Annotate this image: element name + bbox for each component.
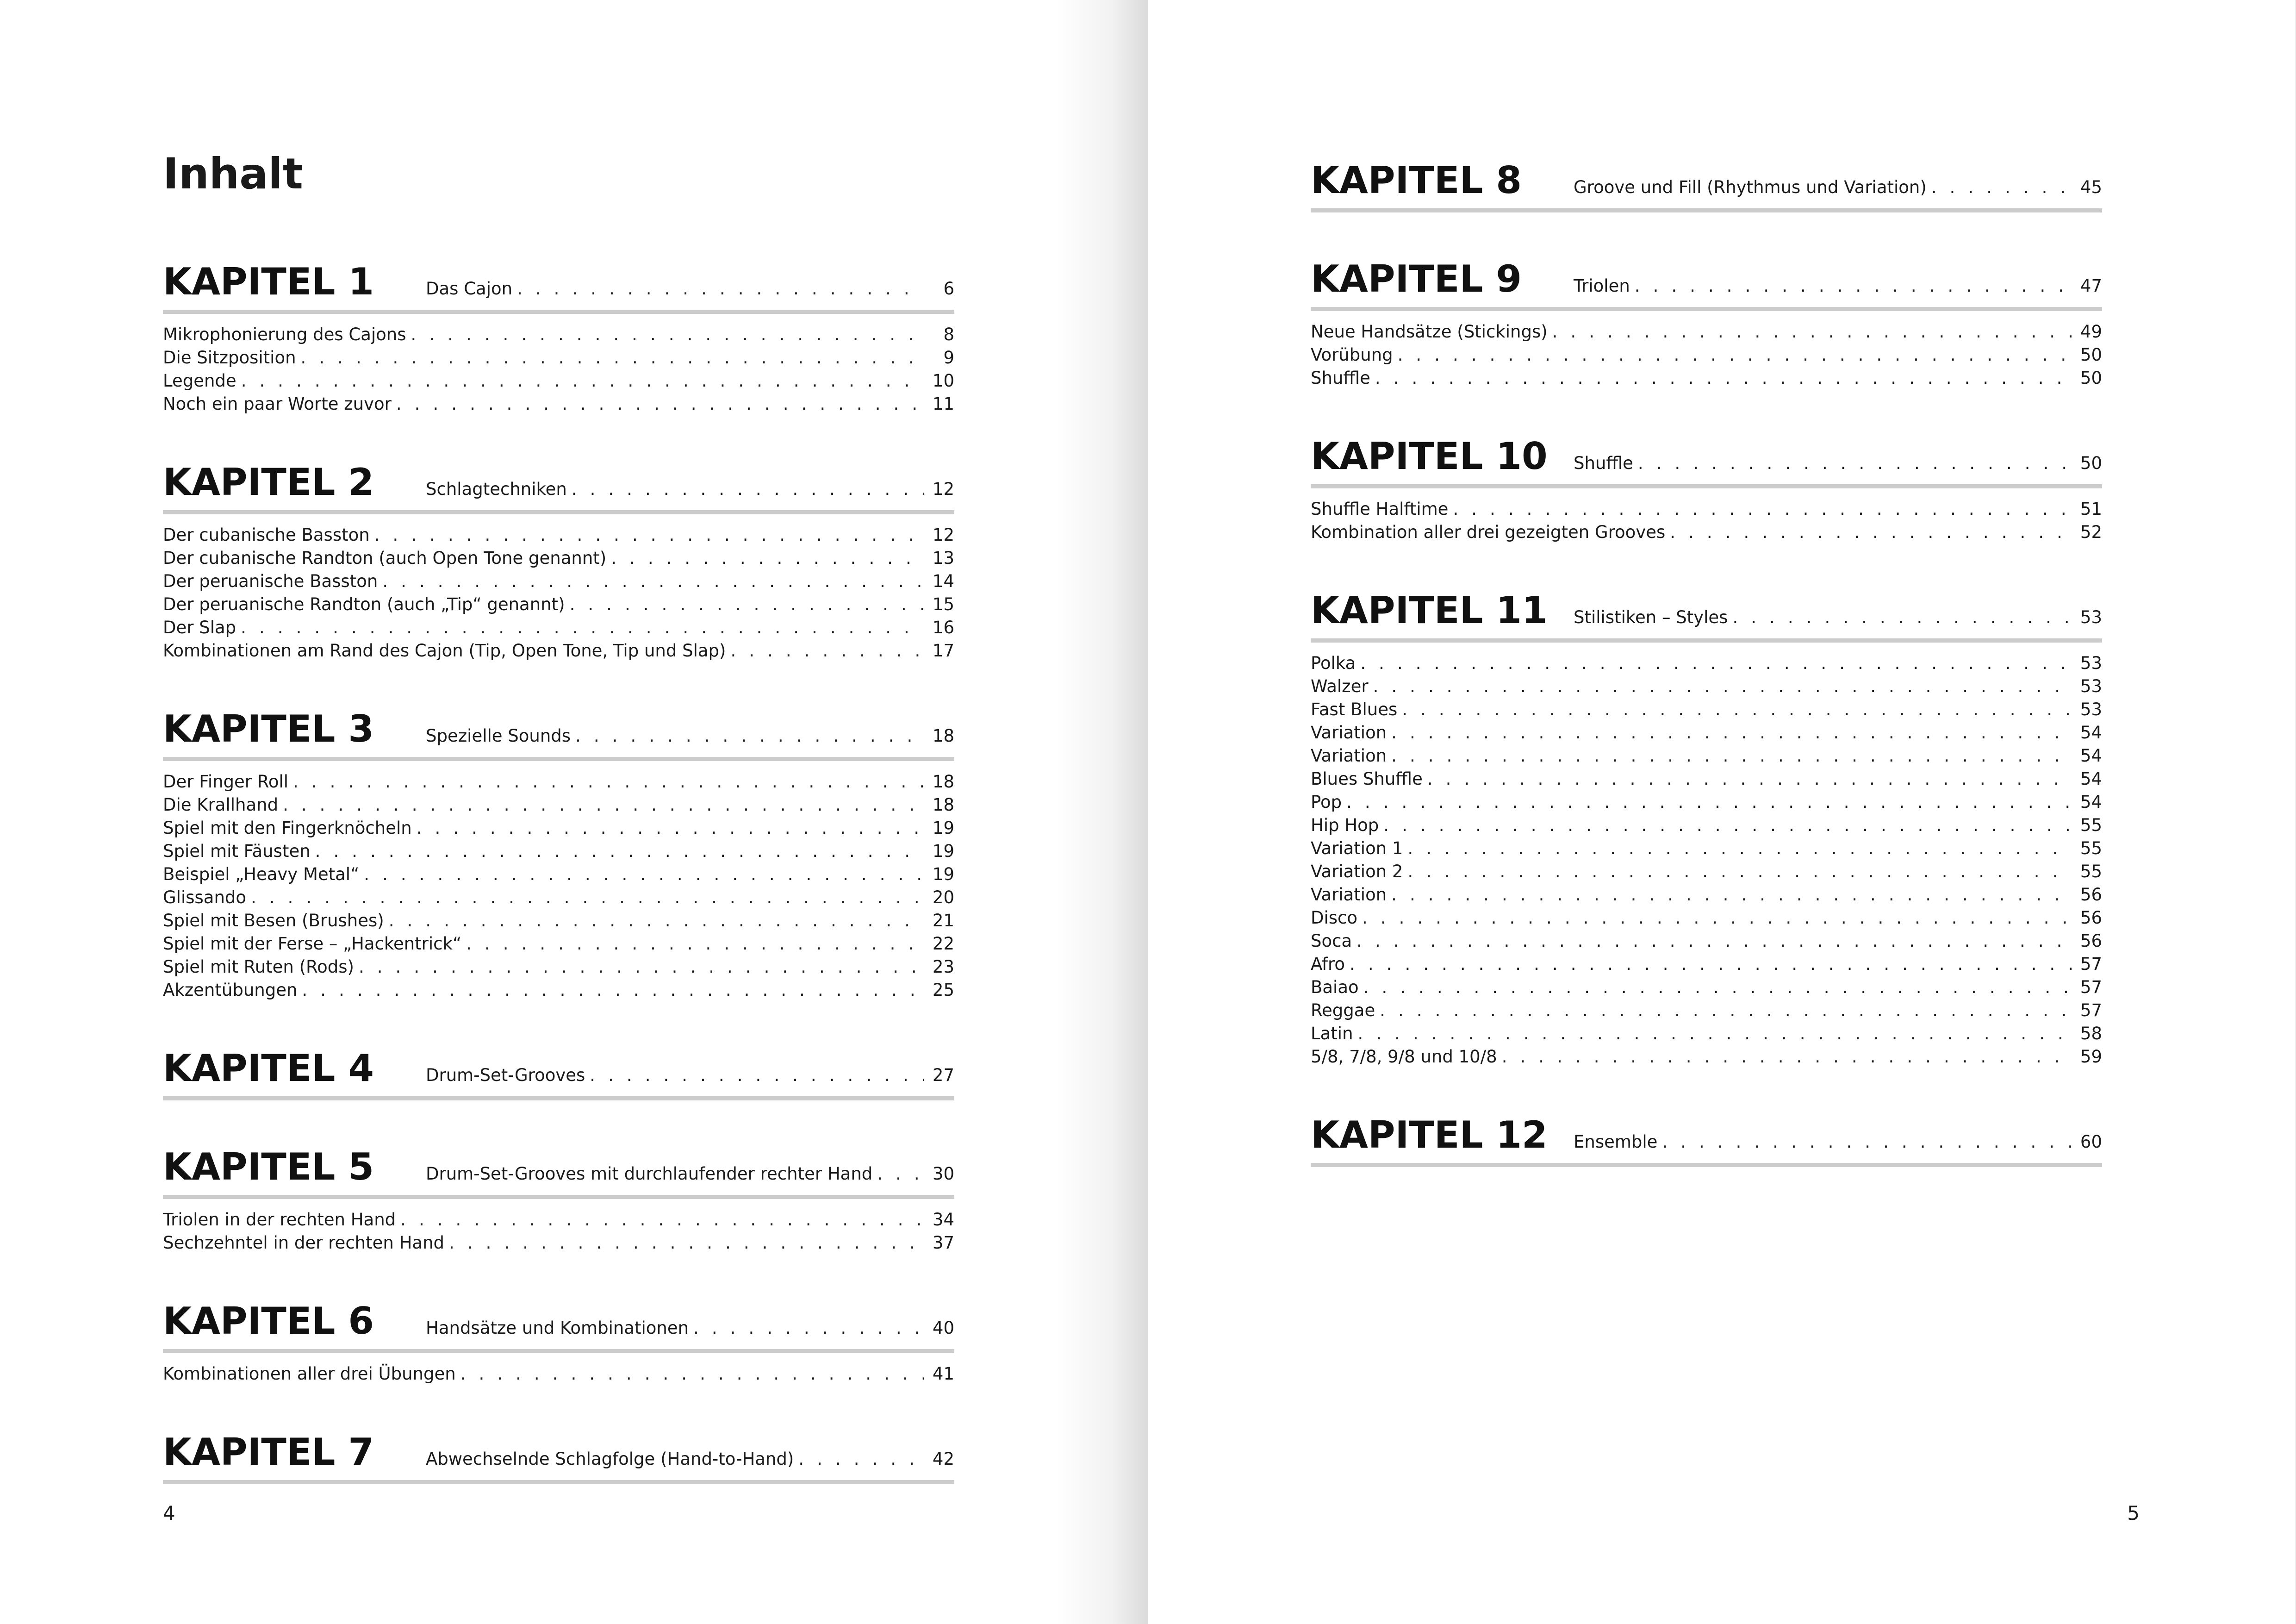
dot-leader [1407,863,2072,880]
toc-entry [1311,675,2102,698]
chapter-title-row [426,1449,954,1469]
dot-leader [1662,1133,2072,1150]
toc-entry [1311,837,2102,860]
chapter-title-row [1574,607,2102,627]
chapter-section [163,707,954,1002]
chapter-title: Groove und Fill (Rhythmus und Variation) [1574,177,1927,197]
toc-entry [163,593,954,616]
entry-title: Fast Blues [1311,700,1398,719]
chapter-title-row [1574,276,2102,296]
entry-page-number: 56 [2080,931,2102,951]
entry-title: Der Finger Roll [163,772,289,792]
toc-entry [1311,498,2102,521]
toc-entry-list [163,1208,954,1255]
toc-entry-list [1311,652,2102,1068]
chapter-section [163,1047,954,1100]
entry-title: Afro [1311,954,1345,974]
entry-page-number: 17 [932,641,954,661]
toc-entry [1311,744,2102,768]
entry-title: Der Slap [163,618,236,637]
entry-page-number: 52 [2080,522,2102,542]
chapter-title: Drum-Set-Grooves mit durchlaufender rechter Hand [426,1164,873,1184]
chapter-title: Handsätze und Kombinationen [426,1318,689,1338]
chapter-heading [163,1047,954,1100]
chapter-heading [163,1299,954,1353]
toc-entry [163,979,954,1002]
entry-title: Variation [1311,746,1387,766]
entry-page-number: 37 [932,1233,954,1253]
dot-leader [283,796,924,813]
entry-title: Die Krallhand [163,795,279,815]
toc-entry [1311,367,2102,390]
entry-title: Spiel mit den Fingerknöcheln [163,818,412,838]
toc-entry [163,639,954,662]
dot-leader [417,819,924,837]
chapter-label: KAPITEL 11 [1311,589,1548,632]
entry-page-number: 56 [2080,908,2102,928]
entry-title: Kombinationen am Rand des Cajon (Tip, Open Tone, Tip und Slap) [163,641,726,661]
chapter-label: KAPITEL 3 [163,707,374,750]
chapter-heading [1311,589,2102,643]
dot-leader [693,1319,924,1337]
entry-page-number: 57 [2080,954,2102,974]
dot-leader [1362,909,2072,926]
chapter-title-row [1574,177,2102,197]
toc-entry [163,793,954,817]
gutter-shadow-left [1055,0,1148,1624]
entry-title: Variation [1311,885,1387,905]
entry-page-number: 23 [932,957,954,977]
chapter-page-number: 53 [2080,607,2102,627]
entry-title: Der cubanische Randton (auch Open Tone genannt) [163,548,607,568]
dot-leader [382,573,924,590]
entry-title: Polka [1311,653,1356,673]
dot-leader [241,619,924,636]
dot-leader [1356,932,2072,949]
entry-page-number: 18 [932,772,954,792]
dot-leader [1363,979,2072,996]
chapter-section [1311,1113,2102,1167]
entry-title: Triolen in der rechten Hand [163,1210,396,1230]
entry-title: Der peruanische Randton (auch „Tip“ genannt) [163,594,565,614]
toc-entry [1311,999,2102,1022]
entry-page-number: 16 [932,618,954,637]
entry-title: Die Sitzposition [163,348,296,368]
entry-page-number: 20 [932,887,954,907]
chapter-section [1311,589,2102,1068]
chapter-label: KAPITEL 1 [163,260,374,303]
entry-title: Kombination aller drei gezeigten Grooves [1311,522,1666,542]
entry-title: Legende [163,371,236,391]
toc-entry [163,840,954,863]
entry-page-number: 19 [932,841,954,861]
entry-title: 5/8, 7/8, 9/8 und 10/8 [1311,1047,1497,1067]
toc-entry [163,346,954,369]
dot-leader [396,395,924,412]
entry-page-number: 57 [2080,1000,2102,1020]
toc-entry-list [163,524,954,662]
entry-title: Soca [1311,931,1352,951]
entry-page-number: 13 [932,548,954,568]
chapter-heading [1311,435,2102,488]
chapter-label: KAPITEL 6 [163,1299,374,1343]
dot-leader [1635,277,2072,294]
entry-page-number: 53 [2080,700,2102,719]
entry-title: Shuffle [1311,368,1370,388]
entry-title: Variation 1 [1311,838,1403,858]
left-page-content [163,149,954,1532]
chapter-label: KAPITEL 7 [163,1430,374,1474]
dot-leader [877,1165,924,1182]
dot-leader [1402,701,2072,718]
chapter-page-number: 18 [932,726,954,746]
entry-title: Blues Shuffle [1311,769,1423,789]
entry-page-number: 55 [2080,815,2102,835]
dot-leader [1350,956,2072,973]
entry-title: Der peruanische Basston [163,571,378,591]
chapter-section [1311,159,2102,212]
dot-leader [572,481,924,498]
toc-entry-list [163,1362,954,1386]
entry-page-number: 55 [2080,862,2102,881]
chapter-page-number: 45 [2080,177,2102,197]
dot-leader [570,596,924,613]
dot-leader [364,866,924,883]
entry-title: Noch ein paar Worte zuvor [163,394,392,414]
dot-leader [1398,346,2072,363]
entry-title: Der cubanische Basston [163,525,370,545]
chapter-section [163,461,954,662]
chapter-section [163,1145,954,1255]
dot-leader [1380,1002,2072,1019]
entry-page-number: 54 [2080,723,2102,743]
chapter-label: KAPITEL 9 [1311,257,1522,300]
entry-page-number: 9 [943,348,954,368]
entry-title: Mikrophonierung des Cajons [163,325,406,344]
toc-entry [163,956,954,979]
toc-entry-list [1311,498,2102,544]
toc-entry [1311,768,2102,791]
dot-leader [449,1234,924,1251]
chapter-section [163,1299,954,1386]
dot-leader [315,843,924,860]
dot-leader [400,1211,924,1228]
chapter-section [1311,257,2102,390]
chapter-heading [163,1430,954,1484]
chapter-section [163,260,954,416]
toc-entry [1311,721,2102,744]
chapter-page-number: 60 [2080,1132,2102,1152]
entry-title: Variation 2 [1311,862,1403,881]
dot-leader [1931,179,2072,196]
dot-leader [1391,747,2072,764]
entry-page-number: 53 [2080,676,2102,696]
entry-page-number: 18 [932,795,954,815]
chapter-heading [163,707,954,761]
toc-entry [163,616,954,639]
entry-page-number: 12 [932,525,954,545]
entry-title: Vorübung [1311,345,1393,365]
chapter-title: Schlagtechniken [426,479,567,499]
entry-title: Spiel mit Besen (Brushes) [163,911,384,931]
toc-entry [1311,652,2102,675]
chapter-label: KAPITEL 12 [1311,1113,1548,1156]
entry-page-number: 54 [2080,746,2102,766]
entry-title: Reggae [1311,1000,1375,1020]
chapter-section [1311,435,2102,544]
toc-entry [1311,976,2102,999]
chapter-page-number: 27 [932,1065,954,1085]
entry-page-number: 57 [2080,977,2102,997]
entry-title: Pop [1311,792,1342,812]
dot-leader [411,326,924,343]
entry-page-number: 50 [2080,368,2102,388]
entry-title: Baiao [1311,977,1359,997]
entry-page-number: 54 [2080,769,2102,789]
chapter-label: KAPITEL 2 [163,461,374,504]
chapter-title-row [1574,1132,2102,1152]
dot-leader [359,958,924,975]
entry-title: Spiel mit Fäusten [163,841,311,861]
entry-page-number: 41 [932,1364,954,1384]
chapter-heading [163,461,954,514]
dot-leader [1383,817,2072,834]
toc-entry [1311,1045,2102,1068]
dot-leader [302,981,924,999]
entry-page-number: 53 [2080,653,2102,673]
entry-page-number: 25 [932,980,954,1000]
dot-leader [1346,793,2072,811]
toc-entry-list [1311,320,2102,390]
chapter-title-row [1574,453,2102,473]
chapter-title: Triolen [1574,276,1630,296]
chapter-title-row [426,1164,954,1184]
toc-heading: Inhalt [163,149,303,199]
chapter-label: KAPITEL 4 [163,1047,374,1090]
toc-entry [163,909,954,932]
dot-leader [1407,840,2072,857]
chapter-title: Abwechselnde Schlagfolge (Hand-to-Hand) [426,1449,794,1469]
chapter-label: KAPITEL 8 [1311,159,1522,202]
dot-leader [611,550,924,567]
chapter-page-number: 6 [943,279,954,299]
dot-leader [1502,1048,2072,1065]
toc-entry [163,393,954,416]
dot-leader [1453,500,2072,518]
chapter-label: KAPITEL 5 [163,1145,374,1188]
chapter-title-row [426,1318,954,1338]
dot-leader [1638,455,2072,472]
dot-leader [517,280,924,297]
dot-leader [301,349,924,366]
dot-leader [1391,886,2072,903]
toc-entry [163,1231,954,1255]
entry-page-number: 51 [2080,499,2102,519]
chapter-title: Drum-Set-Grooves [426,1065,585,1085]
toc-entry [163,932,954,956]
chapter-title: Shuffle [1574,453,1633,473]
entry-page-number: 49 [2080,322,2102,342]
dot-leader [590,1067,924,1084]
entry-page-number: 59 [2080,1047,2102,1067]
dot-leader [466,935,924,952]
toc-entry [1311,344,2102,367]
toc-entry [163,570,954,593]
entry-page-number: 58 [2080,1024,2102,1043]
entry-page-number: 34 [932,1210,954,1230]
toc-entry [1311,791,2102,814]
toc-entry [1311,1022,2102,1045]
toc-entry [163,524,954,547]
dot-leader [389,912,924,929]
toc-entry [163,817,954,840]
entry-title: Sechzehntel in der rechten Hand [163,1233,445,1253]
toc-entry [163,863,954,886]
toc-entry [163,886,954,909]
entry-title: Variation [1311,723,1387,743]
entry-page-number: 15 [932,594,954,614]
toc-entry [163,369,954,393]
entry-page-number: 19 [932,818,954,838]
chapter-heading [163,1145,954,1199]
entry-title: Akzentübungen [163,980,298,1000]
dot-leader [1373,678,2072,695]
entry-title: Spiel mit der Ferse – „Hackentrick“ [163,934,462,954]
entry-page-number: 21 [932,911,954,931]
chapter-section [163,1430,954,1484]
dot-leader [798,1450,924,1468]
entry-title: Kombinationen aller drei Übungen [163,1364,456,1384]
entry-page-number: 54 [2080,792,2102,812]
chapter-title: Stilistiken – Styles [1574,607,1728,627]
chapter-heading [163,260,954,314]
chapter-title: Ensemble [1574,1132,1658,1152]
chapter-heading [1311,1113,2102,1167]
chapter-title: Spezielle Sounds [426,726,571,746]
toc-entry [1311,953,2102,976]
chapter-heading [1311,159,2102,212]
toc-entry [1311,320,2102,344]
chapter-heading [1311,257,2102,311]
chapter-title-row [426,726,954,746]
entry-page-number: 55 [2080,838,2102,858]
chapter-page-number: 50 [2080,453,2102,473]
dot-leader [251,889,924,906]
right-chapter-list [1311,159,2102,1167]
entry-title: Hip Hop [1311,815,1379,835]
chapter-title-row [426,279,954,299]
left-chapter-list [163,260,954,1484]
entry-title: Latin [1311,1024,1353,1043]
dot-leader [730,642,924,659]
toc-entry-list [163,323,954,416]
chapter-title: Das Cajon [426,279,513,299]
dot-leader [1552,323,2072,340]
entry-title: Glissando [163,887,247,907]
toc-entry [1311,814,2102,837]
entry-page-number: 50 [2080,345,2102,365]
chapter-page-number: 40 [932,1318,954,1338]
chapter-label: KAPITEL 10 [1311,435,1548,478]
entry-title: Shuffle Halftime [1311,499,1449,519]
dot-leader [293,773,924,790]
dot-leader [1375,369,2072,387]
toc-entry [1311,698,2102,721]
entry-title: Beispiel „Heavy Metal“ [163,864,360,884]
entry-title: Spiel mit Ruten (Rods) [163,957,354,977]
chapter-title-row [426,1065,954,1085]
entry-page-number: 22 [932,934,954,954]
entry-page-number: 19 [932,864,954,884]
dot-leader [1360,655,2072,672]
dot-leader [1732,609,2072,626]
entry-title: Walzer [1311,676,1369,696]
page-number-right: 5 [2127,1502,2140,1524]
page-number-left: 4 [163,1502,175,1524]
toc-entry [163,770,954,793]
entry-page-number: 14 [932,571,954,591]
entry-title: Neue Handsätze (Stickings) [1311,322,1548,342]
dot-leader [1391,724,2072,741]
entry-title: Disco [1311,908,1358,928]
chapter-title-row [426,479,954,499]
toc-entry-list [163,770,954,1002]
toc-entry [1311,906,2102,930]
dot-leader [374,526,924,543]
entry-page-number: 10 [932,371,954,391]
toc-entry [1311,521,2102,544]
right-page [1148,0,2296,1624]
toc-entry [1311,883,2102,906]
right-page-content [1311,159,2102,1215]
chapter-page-number: 47 [2080,276,2102,296]
entry-page-number: 11 [932,394,954,414]
toc-entry [163,1362,954,1386]
dot-leader [1358,1025,2072,1042]
dot-leader [575,727,924,744]
entry-page-number: 56 [2080,885,2102,905]
dot-leader [241,372,924,389]
toc-entry [1311,860,2102,883]
chapter-page-number: 42 [932,1449,954,1469]
toc-entry [163,1208,954,1231]
chapter-page-number: 30 [932,1164,954,1184]
dot-leader [460,1365,924,1382]
chapter-page-number: 12 [932,479,954,499]
toc-entry [163,547,954,570]
toc-entry [163,323,954,346]
dot-leader [1427,770,2072,787]
entry-page-number: 8 [943,325,954,344]
dot-leader [1670,524,2072,541]
toc-entry [1311,930,2102,953]
